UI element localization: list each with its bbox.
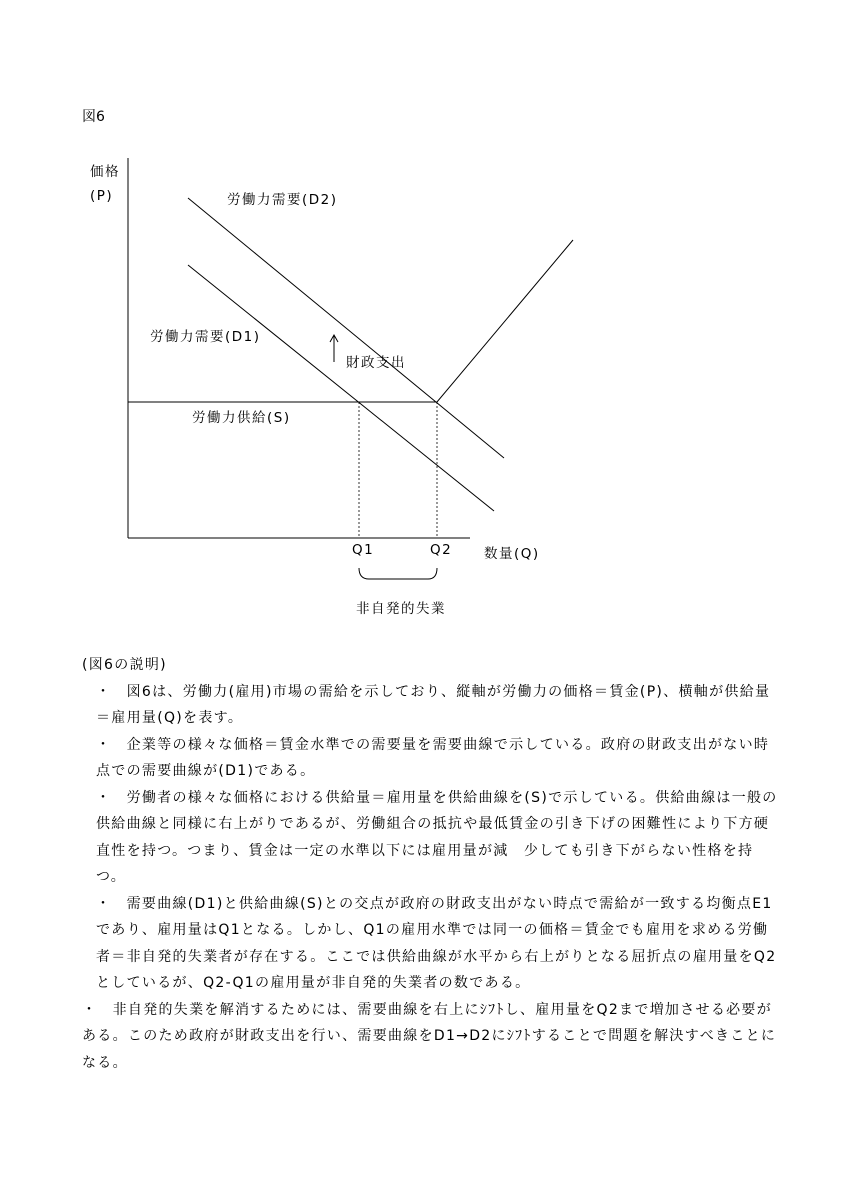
description-heading: (図6の説明) xyxy=(82,657,167,673)
x-axis-title: 数量(Q) xyxy=(484,546,540,562)
d2-label: 労働力需要(D2) xyxy=(227,192,338,208)
supply-label: 労働力供給(S) xyxy=(192,410,291,426)
description-bullet: ・ 図6は、労働力(雇用)市場の需給を示しており、縦軸が労働力の価格＝賃金(P)、横軸が供給量＝雇用量(Q)を表す。 xyxy=(96,683,771,726)
brace-label: 非自発的失業 xyxy=(356,601,446,617)
q1-tick-label: Q1 xyxy=(352,542,375,558)
y-axis-symbol: (P) xyxy=(90,188,114,204)
supply-curve-s xyxy=(128,240,573,402)
description-bullet: ・ 非自発的失業を解消するためには、需要曲線を右上にｼﾌﾄし、雇用量をQ2まで増加させる必要がある。このため政府が財政支出を行い、需要曲線をD1→D2にｼﾌﾄすることで問題を解決すべきことになる。 xyxy=(82,1001,777,1071)
q2-tick-label: Q2 xyxy=(430,542,453,558)
d1-label: 労働力需要(D1) xyxy=(150,329,261,345)
figure-label: 図6 xyxy=(82,109,105,125)
shift-up-arrow xyxy=(330,335,338,362)
y-axis-title: 価格 xyxy=(90,164,120,180)
description-bullet: ・ 需要曲線(D1)と供給曲線(S)との交点が政府の財政支出がない時点で需給が一致する均衡点E1であり、雇用量はQ1となる。しかし、Q1の雇用水準では同一の価格＝賃金でも雇用を求める労働者＝非自発的失業者が存在する。ここでは供給曲線が水平から右上がりとなる屈折点の雇用量をQ2としているが、Q2-Q1の雇用量が非自発的失業者の数である。 xyxy=(96,895,777,991)
description-bullet: ・ 企業等の様々な価格＝賃金水準での需要量を需要曲線で示している。政府の財政支出がない時点での需要曲線が(D1)である。 xyxy=(96,736,770,779)
shift-annotation: 財政支出 xyxy=(346,355,406,371)
description-bullet: ・ 労働者の様々な価格における供給量＝雇用量を供給曲線を(S)で示している。供給曲線は一般の供給曲線と同様に右上がりであるが、労働組合の抵抗や最低賃金の引き下げの困難性により下方硬直性を持つ。つまり、賃金は一定の水準以下には雇用量が減 少しても引き下がらない性格を持つ。 xyxy=(96,789,778,885)
figure-description xyxy=(82,652,782,1076)
unemployment-brace xyxy=(359,568,437,579)
demand-curve-d1 xyxy=(188,265,494,511)
